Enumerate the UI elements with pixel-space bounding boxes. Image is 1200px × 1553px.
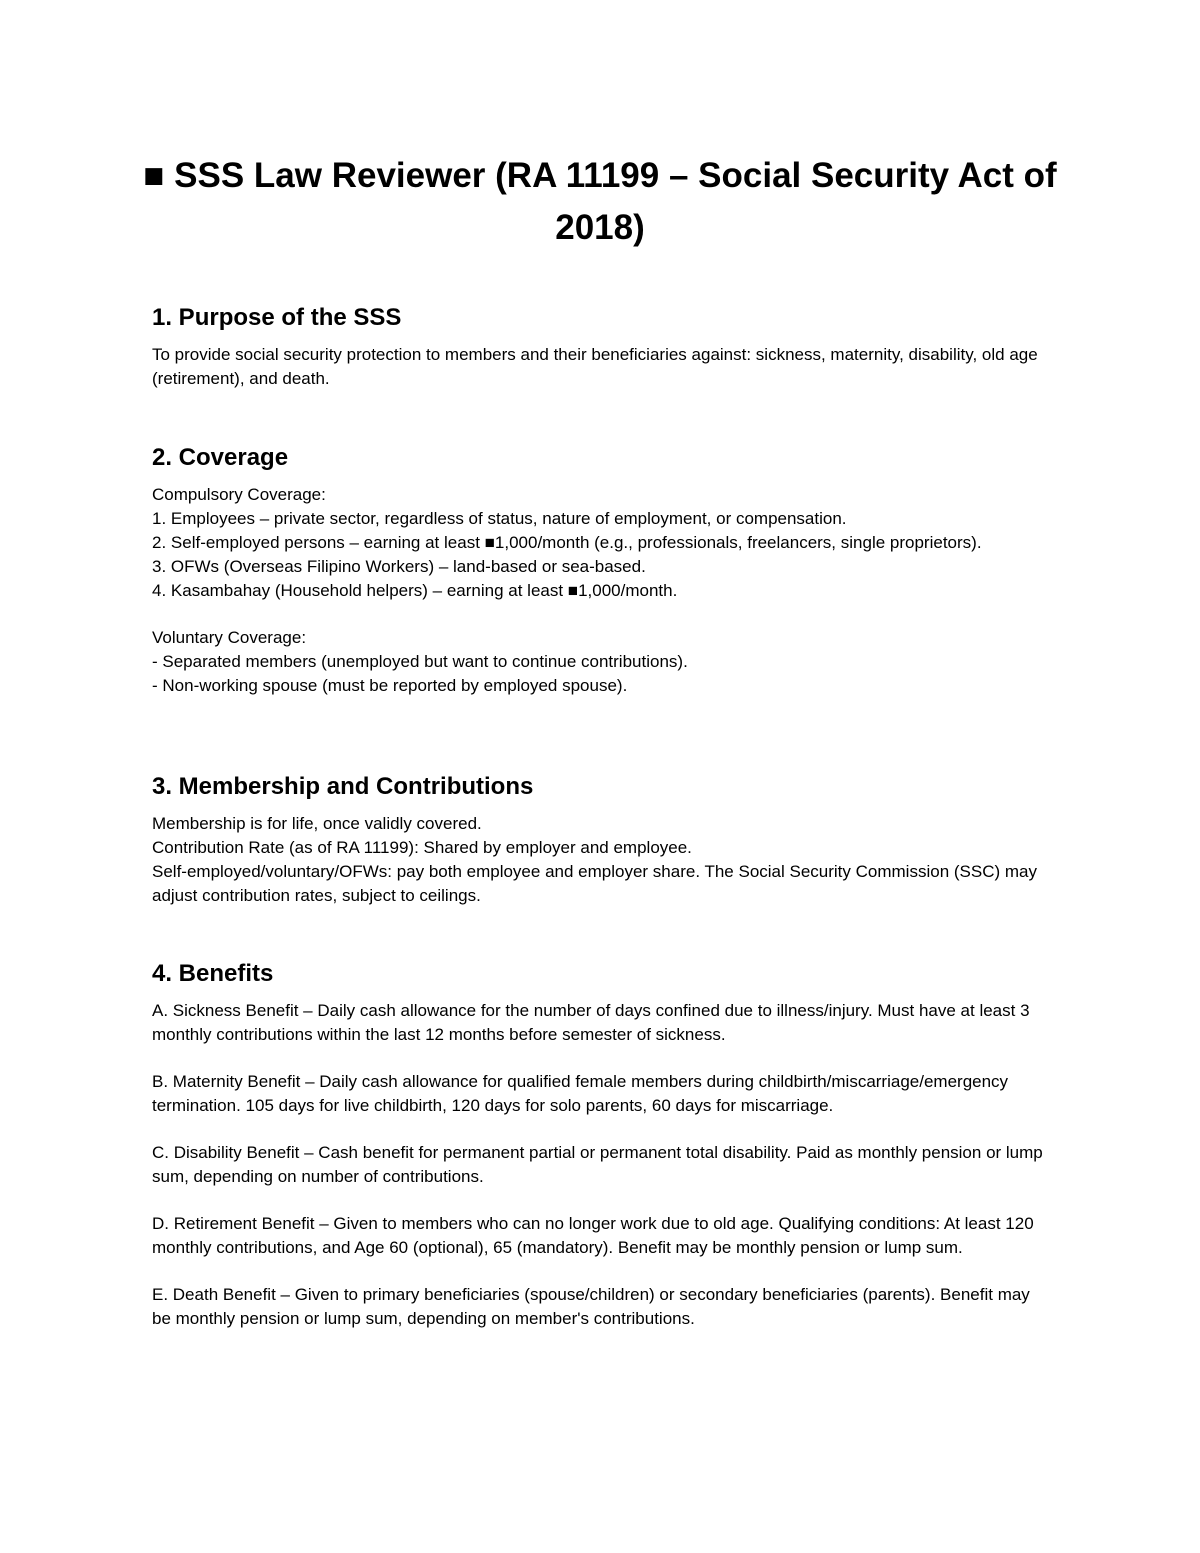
benefit-item: D. Retirement Benefit – Given to members who can no longer work due to old age. Qualifying conditions: At least 120 monthly contributions, and Age 60 (optional), 65 (mandatory). Benefit may be monthly pension or lump sum.	[152, 1214, 1034, 1257]
coverage-item: 1. Employees – private sector, regardless of status, nature of employment, or compensation.	[152, 509, 847, 528]
voluntary-label: Voluntary Coverage:	[152, 628, 307, 647]
section-heading-membership: 3. Membership and Contributions	[152, 773, 534, 800]
section-purpose	[152, 303, 1052, 391]
benefit-item: A. Sickness Benefit – Daily cash allowance for the number of days confined due to illness/injury. Must have at least 3 monthly contributions within the last 12 months before semester of sickness.	[152, 1001, 1030, 1044]
section-heading-coverage: 2. Coverage	[152, 444, 289, 471]
section-heading-benefits: 4. Benefits	[152, 960, 274, 987]
benefit-item: B. Maternity Benefit – Daily cash allowance for qualified female members during childbirth/miscarriage/emergency termination. 105 days for live childbirth, 120 days for solo parents, 60 days for miscarriage.	[152, 1072, 1009, 1115]
benefit-item: E. Death Benefit – Given to primary beneficiaries (spouse/children) or secondary beneficiaries (parents). Benefit may be monthly pension or lump sum, depending on member's contributions.	[152, 1285, 1030, 1328]
coverage-item: 4. Kasambahay (Household helpers) – earning at least ■1,000/month.	[152, 581, 678, 600]
section-heading-purpose: 1. Purpose of the SSS	[152, 304, 402, 331]
voluntary-item: - Non-working spouse (must be reported by employed spouse).	[152, 676, 628, 695]
membership-line: Self-employed/voluntary/OFWs: pay both employee and employer share. The Social Security Commission (SSC) may adjust contribution rates, subject to ceilings.	[152, 862, 1037, 905]
purpose-text: To provide social security protection to members and their beneficiaries against: sickness, maternity, disability, old age (retirement), and death.	[152, 345, 1038, 388]
document-title: ■ SSS Law Reviewer (RA 11199 – Social Security Act of 2018)	[143, 156, 1057, 247]
benefit-item: C. Disability Benefit – Cash benefit for permanent partial or permanent total disability. Paid as monthly pension or lump sum, depending on number of contributions.	[152, 1143, 1043, 1186]
section-coverage	[152, 443, 1052, 698]
coverage-item: 2. Self-employed persons – earning at least ■1,000/month (e.g., professionals, freelancers, single proprietors).	[152, 533, 982, 552]
section-membership	[152, 772, 1052, 908]
compulsory-label: Compulsory Coverage:	[152, 485, 326, 504]
membership-line: Contribution Rate (as of RA 11199): Shared by employer and employee.	[152, 838, 692, 857]
voluntary-item: - Separated members (unemployed but want to continue contributions).	[152, 652, 688, 671]
membership-line: Membership is for life, once validly covered.	[152, 814, 482, 833]
coverage-item: 3. OFWs (Overseas Filipino Workers) – land-based or sea-based.	[152, 557, 646, 576]
section-benefits	[152, 959, 1052, 1331]
